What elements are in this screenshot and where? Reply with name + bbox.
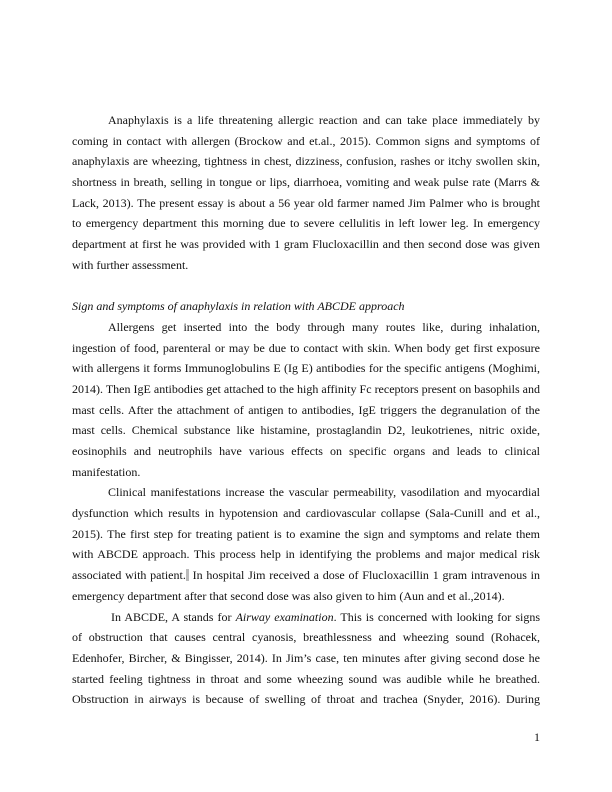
paragraph-allergens xyxy=(72,317,540,483)
text-line: emergency department after that second dose was also given to him (Aun and et al.,2014). xyxy=(72,588,505,603)
text-line: Edenhofer, Bircher, & Bingisser, 2014). In Jim’s case, ten minutes after giving second dose he xyxy=(72,650,540,665)
text-line: coming in contact with allergen (Brockow and et.al., 2015). Common signs and symptoms of xyxy=(72,133,540,148)
emphasis-airway-examination: Airway examination xyxy=(235,609,334,624)
text-line: anaphylaxis are wheezing, tightness in chest, dizziness, confusion, rashes or itchy swollen skin, xyxy=(72,154,540,169)
text-line: department at first he was provided with 1 gram Flucloxacillin and then second dose was given xyxy=(72,237,540,252)
text-line: ingestion of food, parenteral or may be due to contact with skin. When body get first exposure xyxy=(72,340,540,355)
text-line: 2015). The first step for treating patient is to examine the sign and symptoms and relate them xyxy=(72,526,540,541)
text-line: Lack, 2013). The present essay is about a 56 year old farmer named Jim Palmer who is brought xyxy=(72,195,540,210)
text-line xyxy=(72,565,540,586)
text-segment: . This is concerned with looking for signs xyxy=(333,609,540,624)
paragraph-intro xyxy=(72,110,540,276)
text-line xyxy=(72,607,540,628)
document-body xyxy=(72,110,540,710)
text-segment: In hospital Jim received a dose of Flucloxacillin 1 gram intravenous in xyxy=(188,568,540,583)
text-line: to emergency department this morning due to severe cellulitis in left lower leg. In emergency xyxy=(72,216,540,231)
text-line: started feeling tightness in throat and some wheezing sound was audible while he breathed. xyxy=(72,671,540,686)
section-heading: Sign and symptoms of anaphylaxis in relation with ABCDE approach xyxy=(72,299,405,314)
text-line: of obstruction that causes central cyanosis, breathlessness and wheezing sound (Rohacek, xyxy=(72,630,540,645)
text-line: mast cells. After the attachment of antigen to antibodies, IgE triggers the degranulation of the xyxy=(72,402,540,417)
blank-line xyxy=(72,276,540,297)
text-segment: associated with patient. xyxy=(72,568,186,583)
text-line: mast cells. Chemical substance like histamine, prostaglandin D2, leukotrienes, nitric oxide, xyxy=(72,423,540,438)
text-line: Allergens get inserted into the body through many routes like, during inhalation, xyxy=(108,319,540,334)
text-line: with further assessment. xyxy=(72,257,189,272)
text-line: eosinophils and neutrophils have various effects on specific organs and leads to clinical xyxy=(72,444,540,458)
paragraph-airway xyxy=(72,607,540,710)
paragraph-clinical xyxy=(72,482,540,606)
page-number: 1 xyxy=(534,730,540,744)
text-line: Obstruction in airways is because of swelling of throat and trachea (Snyder, 2016). During xyxy=(72,692,540,707)
text-line: Anaphylaxis is a life threatening allergic reaction and can take place immediately by xyxy=(108,113,540,127)
text-line: 2014). Then IgE antibodies get attached to the high affinity Fc receptors present on basophils and xyxy=(72,381,540,396)
text-line: shortness in breath, selling in tongue or lips, diarrhoea, vomiting and weak pulse rate (Marrs & xyxy=(72,175,540,190)
text-line: Clinical manifestations increase the vascular permeability, vasodilation and myocardial xyxy=(108,485,540,500)
text-segment: In ABCDE, A stands for xyxy=(111,609,236,624)
text-line: dysfunction which results in hypotension and cardiovascular collapse (Sala-Cunill and et al., xyxy=(72,506,540,521)
text-line: with ABCDE approach. This process help in identifying the problems and major medical risk xyxy=(72,547,540,562)
text-line: with allergens it forms Immunoglobulins E (Ig E) antibodies for the specific antigens (Moghimi, xyxy=(72,361,540,376)
text-line: manifestation. xyxy=(72,464,141,479)
